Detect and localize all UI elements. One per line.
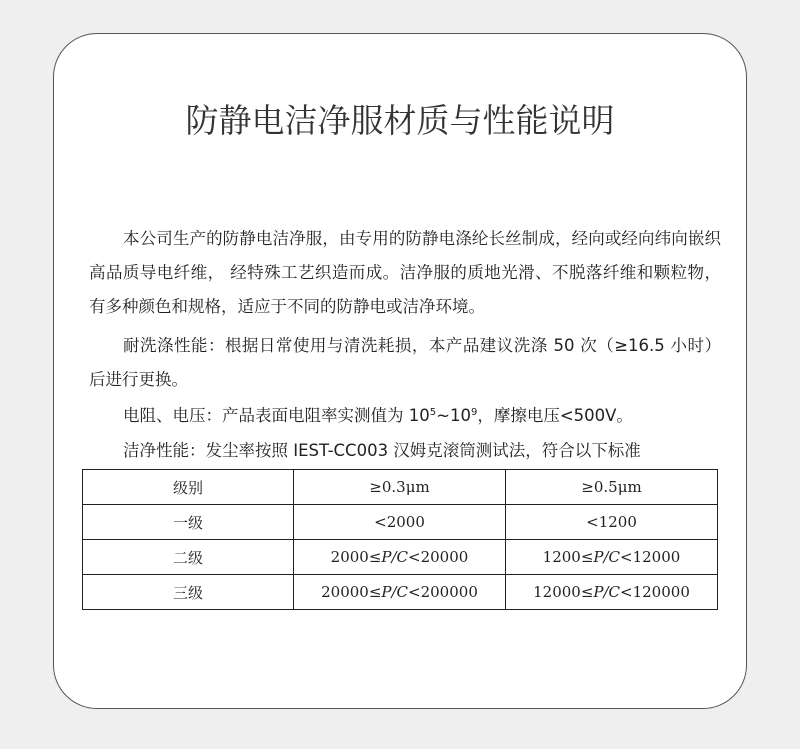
- cleanliness-paragraph: 洁净性能：发尘率按照 IEST-CC003 汉姆克滚筒测试法，符合以下标准: [123, 441, 641, 460]
- grade-cell: 二级: [83, 540, 294, 575]
- value-cell: <2000: [294, 505, 506, 540]
- value-cell: 2000≤P/C<20000: [294, 540, 506, 575]
- table-row: [83, 505, 718, 540]
- header-grade: 级别: [83, 470, 294, 505]
- table-row: [83, 540, 718, 575]
- header-0-3um: ≥0.3μm: [294, 470, 506, 505]
- wash-performance-paragraph: 耐洗涤性能：根据日常使用与清洗耗损，本产品建议洗涤 50 次（≥16.5 小时）后进行更换。: [89, 336, 721, 389]
- grade-cell: 一级: [83, 505, 294, 540]
- table-header-row: [83, 470, 718, 505]
- exponent-high: 9: [470, 407, 478, 418]
- resistance-suffix: ，摩擦电压<500V。: [477, 406, 633, 425]
- value-cell: 12000≤P/C<120000: [506, 575, 718, 610]
- resistance-mid: ~10: [436, 406, 471, 425]
- table-row: [83, 575, 718, 610]
- exponent-low: 5: [429, 407, 437, 418]
- particle-standard-table: [82, 469, 718, 610]
- value-cell: 20000≤P/C<200000: [294, 575, 506, 610]
- value-cell: <1200: [506, 505, 718, 540]
- page-title: 防静电洁净服材质与性能说明: [185, 101, 615, 140]
- intro-paragraph: 本公司生产的防静电洁净服，由专用的防静电涤纶长丝制成，经向或经向纬向嵌织高品质导电纤维， 经特殊工艺织造而成。洁净服的质地光滑、不脱落纤维和颗粒物，有多种颜色和规格，适应于不同的防静电或洁净环境。: [89, 229, 721, 316]
- resistance-prefix: 电阻、电压：产品表面电阻率实测值为 10: [123, 406, 430, 425]
- header-0-5um: ≥0.5μm: [506, 470, 718, 505]
- value-cell: 1200≤P/C<12000: [506, 540, 718, 575]
- resistance-paragraph: [89, 399, 721, 433]
- grade-cell: 三级: [83, 575, 294, 610]
